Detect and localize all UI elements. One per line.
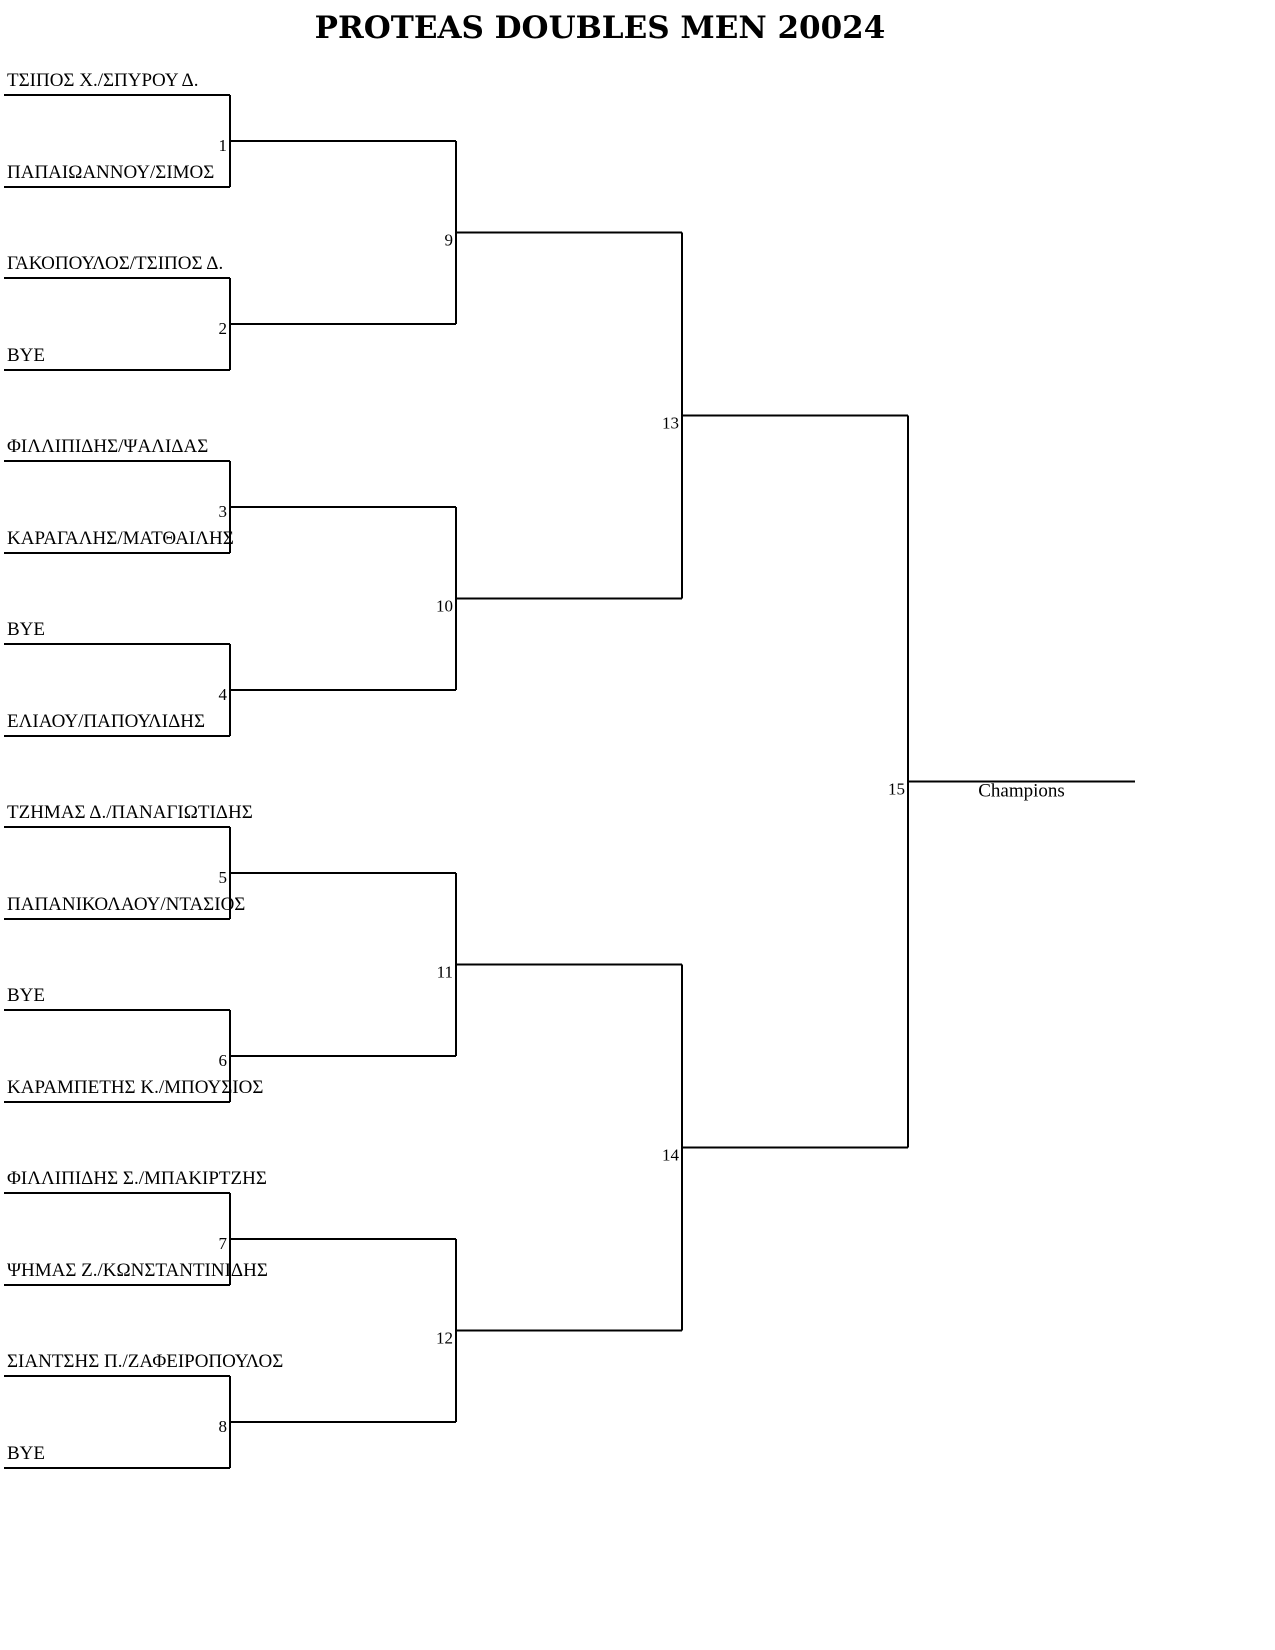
match-number: 8	[218, 1417, 227, 1436]
match-number: 5	[218, 868, 227, 887]
team-name: ΚΑΡΑΓΑΛΗΣ/ΜΑΤΘΑΙΛΗΣ	[7, 528, 234, 549]
match-number: 13	[662, 413, 679, 433]
team-name: ΕΛΙΑΟΥ/ΠΑΠΟΥΛΙΔΗΣ	[7, 711, 206, 732]
team-name: BYE	[7, 1443, 45, 1464]
team-name: ΓΑΚΟΠΟΥΛΟΣ/ΤΣΙΠΟΣ Δ.	[7, 253, 224, 274]
match-number: 4	[218, 685, 227, 704]
match-number: 14	[662, 1145, 679, 1165]
bracket-title: PROTEAS DOUBLES MEN 20024	[314, 10, 886, 46]
match-number: 9	[444, 230, 453, 250]
match-number: 12	[436, 1328, 453, 1348]
team-name: ΤΖΗΜΑΣ Δ./ΠΑΝΑΓΙΩΤΙΔΗΣ	[7, 802, 253, 823]
match-number: 7	[218, 1234, 227, 1253]
match-number: 1	[218, 136, 227, 155]
team-name: BYE	[7, 345, 45, 366]
team-name: ΤΣΙΠΟΣ Χ./ΣΠΥΡΟΥ Δ.	[7, 70, 199, 91]
team-name: ΦΙΛΛΙΠΙΔΗΣ/ΨΑΛΙΔΑΣ	[7, 436, 209, 457]
match-number: 6	[218, 1051, 227, 1070]
match-number: 15	[888, 779, 905, 799]
team-name: ΨΗΜΑΣ Ζ./ΚΩΝΣΤΑΝΤΙΝΙΔΗΣ	[7, 1260, 268, 1281]
match-number: 11	[436, 962, 453, 982]
champion-label: Champions	[978, 780, 1065, 802]
team-name: ΣΙΑΝΤΣΗΣ Π./ΖΑΦΕΙΡΟΠΟΥΛΟΣ	[7, 1351, 284, 1372]
team-name: BYE	[7, 619, 45, 640]
team-name: BYE	[7, 985, 45, 1006]
team-name: ΠΑΠΑΝΙΚΟΛΑΟΥ/ΝΤΑΣΙΟΣ	[7, 894, 246, 915]
team-name: ΦΙΛΛΙΠΙΔΗΣ Σ./ΜΠΑΚΙΡΤΖΗΣ	[7, 1168, 267, 1189]
team-name: ΠΑΠΑΙΩΑΝΝΟΥ/ΣΙΜΟΣ	[7, 162, 215, 183]
match-number: 2	[218, 319, 227, 338]
match-number: 3	[218, 502, 227, 521]
match-number: 10	[436, 596, 453, 616]
team-name: ΚΑΡΑΜΠΕΤΗΣ Κ./ΜΠΟΥΣΙΟΣ	[7, 1077, 264, 1098]
